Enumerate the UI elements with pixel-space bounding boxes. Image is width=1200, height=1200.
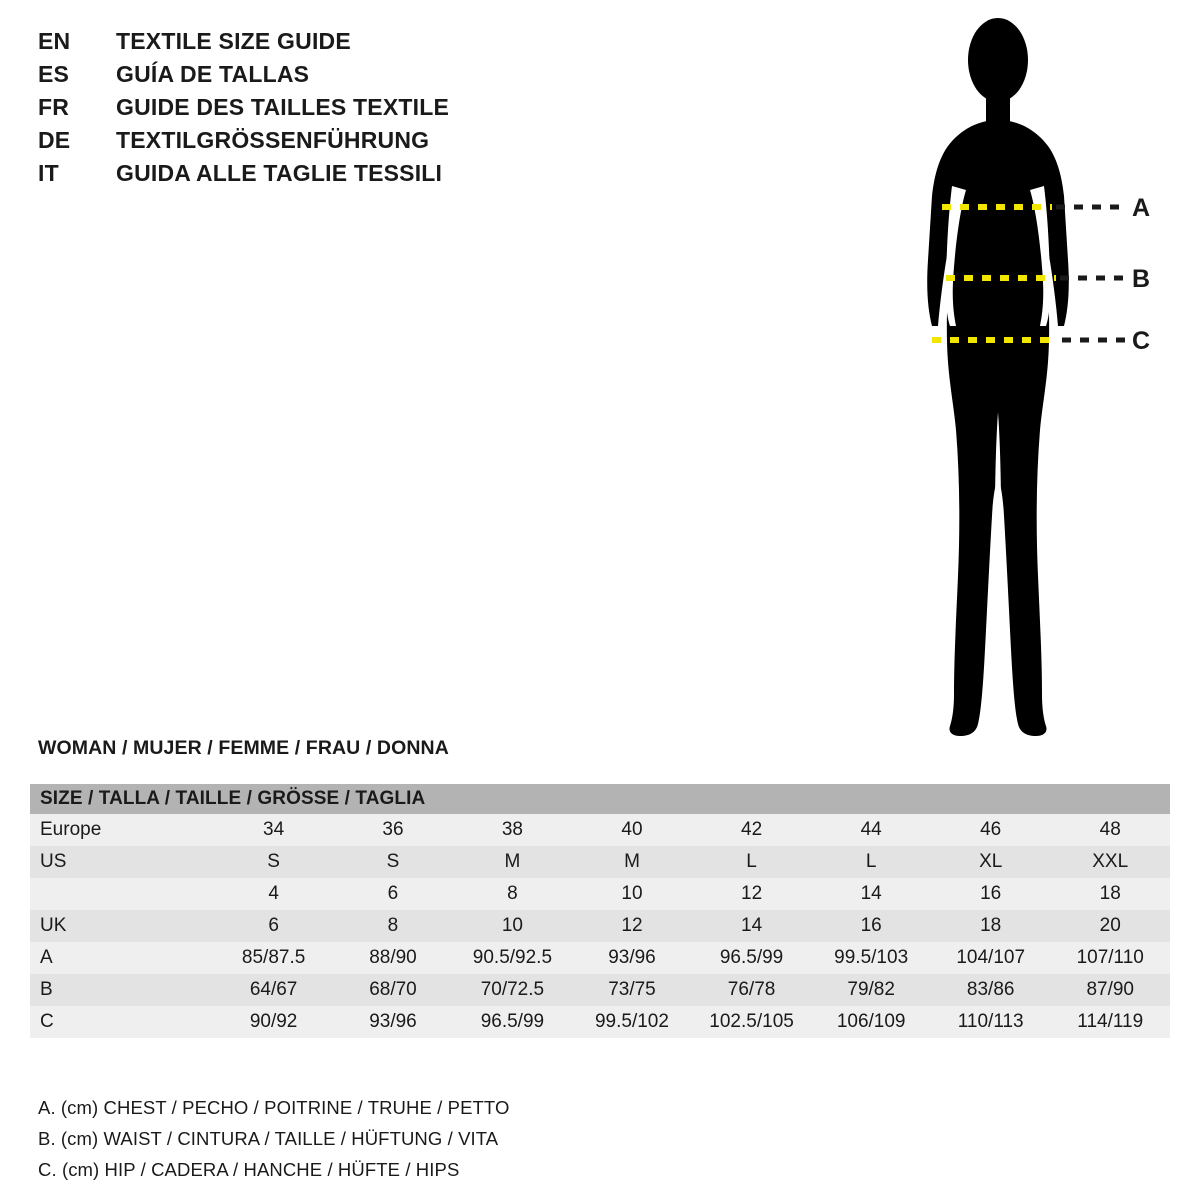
size-chart-table (30, 784, 1170, 1038)
cell: 106/109 (811, 1006, 931, 1038)
cell: 8 (453, 878, 573, 910)
cell: 99.5/102 (572, 1006, 692, 1038)
title-row (38, 160, 598, 193)
row-label: C (30, 1006, 214, 1038)
title-row (38, 127, 598, 160)
cell: 44 (811, 814, 931, 846)
row-label: Europe (30, 814, 214, 846)
table-header-row (30, 784, 1170, 814)
measure-label-a: A (1132, 194, 1151, 222)
cell: 83/86 (931, 974, 1051, 1006)
cell: 76/78 (692, 974, 812, 1006)
table-row (30, 1006, 1170, 1038)
cell: 6 (214, 910, 333, 942)
cell: 70/72.5 (453, 974, 573, 1006)
female-body-silhouette-icon (860, 10, 1190, 755)
table-row (30, 974, 1170, 1006)
cell: 107/110 (1050, 942, 1170, 974)
cell: 73/75 (572, 974, 692, 1006)
cell: 10 (453, 910, 573, 942)
cell: 20 (1050, 910, 1170, 942)
row-label: US (30, 846, 214, 878)
cell: 96.5/99 (692, 942, 812, 974)
row-label: A (30, 942, 214, 974)
cell: 46 (931, 814, 1051, 846)
cell: 42 (692, 814, 812, 846)
title-lang-code: ES (38, 61, 70, 87)
title-lang-text: TEXTILGRÖSSENFÜHRUNG (116, 127, 430, 153)
table-header-label: SIZE / TALLA / TAILLE / GRÖSSE / TAGLIA (30, 784, 1170, 814)
title-lang-text: GUIDA ALLE TAGLIE TESSILI (116, 160, 443, 186)
cell: 87/90 (1050, 974, 1170, 1006)
cell: 102.5/105 (692, 1006, 812, 1038)
cell: S (214, 846, 333, 878)
cell: 40 (572, 814, 692, 846)
cell: 85/87.5 (214, 942, 333, 974)
title-lang-code: FR (38, 94, 70, 120)
cell: 93/96 (333, 1006, 452, 1038)
title-row (38, 94, 598, 127)
cell: L (811, 846, 931, 878)
cell: 93/96 (572, 942, 692, 974)
cell: 16 (931, 878, 1051, 910)
cell: 34 (214, 814, 333, 846)
footnotes (38, 1092, 509, 1185)
cell: 10 (572, 878, 692, 910)
cell: 99.5/103 (811, 942, 931, 974)
row-label: UK (30, 910, 214, 942)
title-block (38, 28, 598, 193)
cell: XXL (1050, 846, 1170, 878)
title-lang-code: IT (38, 160, 59, 186)
cell: 90/92 (214, 1006, 333, 1038)
footnote-waist: B. (cm) WAIST / CINTURA / TAILLE / HÜFTUNG / VITA (38, 1128, 499, 1149)
body-measurement-figure (860, 10, 1190, 755)
cell: M (453, 846, 573, 878)
footnote-chest: A. (cm) CHEST / PECHO / POITRINE / TRUHE / PETTO (38, 1097, 510, 1118)
cell: L (692, 846, 812, 878)
cell: 64/67 (214, 974, 333, 1006)
table-row (30, 878, 1170, 910)
cell: 48 (1050, 814, 1170, 846)
cell: 104/107 (931, 942, 1051, 974)
measure-label-b: B (1132, 265, 1151, 293)
title-lang-code: EN (38, 28, 71, 54)
title-lang-code: DE (38, 127, 71, 153)
cell: 36 (333, 814, 452, 846)
cell: 14 (811, 878, 931, 910)
cell: M (572, 846, 692, 878)
row-label (30, 878, 214, 910)
row-label: B (30, 974, 214, 1006)
cell: 18 (931, 910, 1051, 942)
section-heading: WOMAN / MUJER / FEMME / FRAU / DONNA (38, 737, 449, 759)
title-row (38, 61, 598, 94)
cell: 110/113 (931, 1006, 1051, 1038)
table-row (30, 814, 1170, 846)
footnote-hip: C. (cm) HIP / CADERA / HANCHE / HÜFTE / HIPS (38, 1159, 460, 1180)
cell: 90.5/92.5 (453, 942, 573, 974)
cell: 79/82 (811, 974, 931, 1006)
table-row (30, 846, 1170, 878)
table-row (30, 910, 1170, 942)
cell: 8 (333, 910, 452, 942)
cell: 16 (811, 910, 931, 942)
cell: 6 (333, 878, 452, 910)
title-row (38, 28, 598, 61)
cell: 12 (692, 878, 812, 910)
cell: 12 (572, 910, 692, 942)
title-lang-text: GUÍA DE TALLAS (116, 61, 310, 87)
cell: XL (931, 846, 1051, 878)
cell: 68/70 (333, 974, 452, 1006)
cell: S (333, 846, 452, 878)
title-lang-text: TEXTILE SIZE GUIDE (116, 28, 351, 54)
cell: 114/119 (1050, 1006, 1170, 1038)
cell: 14 (692, 910, 812, 942)
title-lang-text: GUIDE DES TAILLES TEXTILE (116, 94, 449, 120)
cell: 4 (214, 878, 333, 910)
cell: 18 (1050, 878, 1170, 910)
cell: 96.5/99 (453, 1006, 573, 1038)
cell: 88/90 (333, 942, 452, 974)
table-row (30, 942, 1170, 974)
cell: 38 (453, 814, 573, 846)
measure-label-c: C (1132, 327, 1151, 355)
